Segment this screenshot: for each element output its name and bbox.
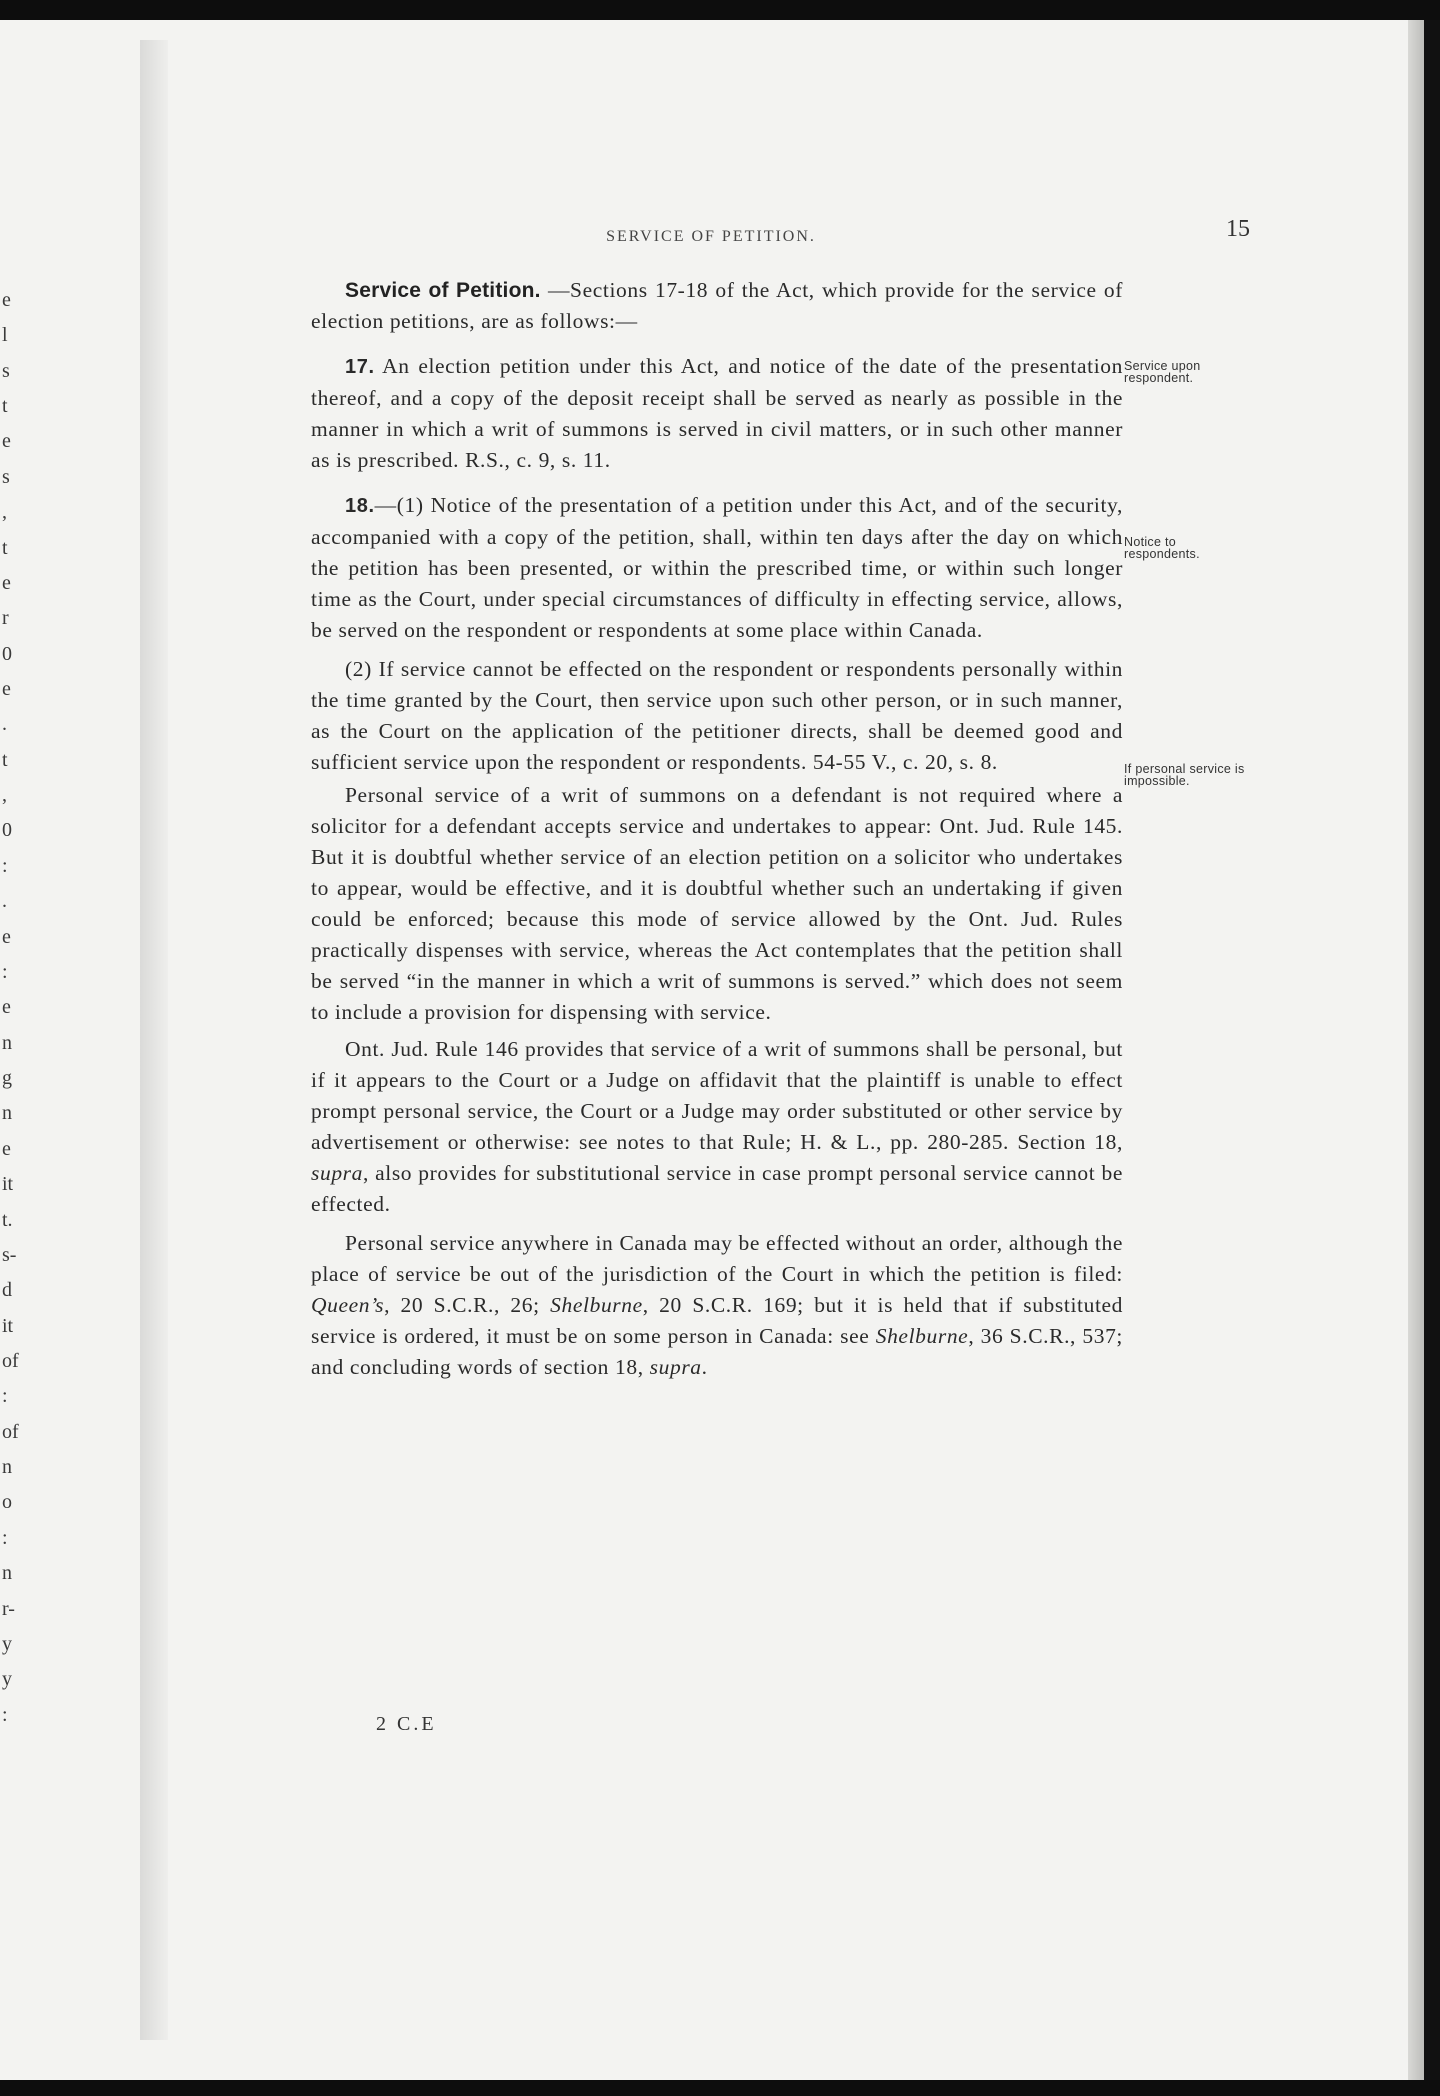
left-page-fragment: : [2,855,8,877]
left-page-fragment: 0 [2,819,12,841]
case-shelburne-2: Shelburne [875,1324,969,1348]
left-page-fragment: : [2,961,8,983]
left-page-fragment: of [2,1350,19,1372]
left-page-fragment: : [2,1527,8,1549]
left-page-fragment: e [2,996,11,1018]
left-page-fragment: e [2,572,11,594]
canada-text-c: , 20 S.C.R. 169; but it is held that if substituted service is ordered, it must be on some person in Canada: see [311,1293,1124,1348]
case-shelburne-1: Shelburne [550,1293,643,1317]
top-scan-border [0,0,1440,20]
canada-text-e: . [701,1355,708,1379]
section-17 [311,351,1123,476]
page-edge [1408,20,1424,2080]
left-page-fragment: e [2,678,11,700]
left-page-fragment: r [2,607,9,629]
section-18-number: 18. [345,495,375,517]
left-page-fragment: . [2,890,7,912]
section-18-1 [311,490,1123,646]
left-page-fragment: e [2,289,11,311]
left-page-fragment: , [2,784,7,806]
left-page-fragment: of [2,1421,19,1443]
heading-intro: —Sections 17-18 of the Act, which provide for the service of election petitions, are as follows:— [311,278,1123,333]
canada-text-b: , 20 S.C.R., 26; [384,1293,551,1317]
section-18-2: (2) If service cannot be effected on the respondent or respondents personally within the time granted by the Court, then service upon such other person, or in such manner, as the Court on the application of the petitioner directs, shall be deemed good and sufficient service upon the respondent or respondents. 54-55 V., c. 20, s. 8. [311,657,1123,774]
left-page-fragment: t [2,395,8,417]
canada-text-a: Personal service anywhere in Canada may be effected without an order, although the place of service be out of the jurisdiction of the Court in which the petition is filed: [311,1231,1123,1286]
case-queens: Queen’s [311,1293,385,1317]
running-head: SERVICE OF PETITION. [606,228,816,245]
section-17-number: 17. [345,356,375,378]
bottom-scan-border [0,2080,1440,2096]
left-page-fragment: y [2,1668,12,1690]
left-page-fragment: s [2,466,10,488]
printer-signature: 2 C.E [376,1713,437,1735]
canada-text-d: , 36 S.C.R., 537; and concluding words of section 18, [311,1324,1123,1379]
left-page-fragment: t [2,749,8,771]
section-heading: Service of Petition. [345,279,541,302]
left-page-fragment: l [2,324,8,346]
gutter-shadow [140,40,168,2040]
left-page-fragment: e [2,926,11,948]
left-page-fragment: d [2,1279,12,1301]
left-page-fragment: , [2,501,7,523]
heading-paragraph [311,275,1123,337]
left-page-fragment: s- [2,1244,17,1266]
canada-supra: supra [649,1355,702,1379]
left-page-fragment: s [2,360,10,382]
left-page-fragment: t [2,537,8,559]
left-page-fragment: t. [2,1209,13,1231]
margin-note-if-personal: If personal service is impossible. [1124,762,1245,788]
body-text [311,275,1123,1383]
left-page-fragment: n [2,1456,12,1478]
left-page-fragment: g [2,1067,12,1089]
left-page-fragment: e [2,1138,11,1160]
left-page-fragment: n [2,1562,12,1584]
section-18-1-text: —(1) Notice of the presentation of a petition under this Act, and of the security, accompanied with a copy of the petition, shall, within ten days after the day on which the petition has been presented, or within the prescribed time, or within such longer time as the Court, under special circumstances of difficulty in effecting service, allows, be served on the respondent or respondents at some place within Canada. [311,493,1123,642]
paragraph-canada [311,1228,1123,1383]
left-page-fragment: it [2,1173,14,1195]
left-page-fragment: e [2,430,11,452]
margin-note-service-upon: Service upon respondent. [1124,359,1201,385]
rule-146-text-b: , also provides for substitutional service in case prompt personal service cannot be effected. [311,1161,1123,1216]
left-page-fragment: n [2,1032,12,1054]
left-page-fragment: r- [2,1598,15,1620]
left-page-fragments [0,290,18,1740]
left-page-fragment: : [2,1385,8,1407]
left-page-fragment: n [2,1102,12,1124]
rule-146-text-a: Ont. Jud. Rule 146 provides that service of a writ of summons shall be personal, but if it appears to the Court or a Judge on affidavit that the plaintiff is unable to effect prompt personal service, the Court or a Judge may order substituted or other service by advertisement or otherwise: see notes to that Rule; H. & L., pp. 280-285. Section 18, [311,1037,1123,1154]
section-17-text: An election petition under this Act, and notice of the date of the presentation thereof, and a copy of the deposit receipt shall be served as nearly as possible in the manner in which a writ of summons is served in civil matters, or in such other manner as is prescribed. R.S., c. 9, s. 11. [311,354,1123,472]
rule-146-supra: supra [311,1161,363,1185]
left-page-fragment: : [2,1704,8,1726]
margin-note-notice-to: Notice to respondents. [1124,535,1200,561]
paragraph-rule-146 [311,1034,1123,1220]
left-page-fragment: o [2,1491,12,1513]
page-number: 15 [1226,216,1250,242]
left-page-fragment: it [2,1315,14,1337]
left-page-fragment: 0 [2,643,12,665]
paragraph-personal-service: Personal service of a writ of summons on a defendant is not required where a solicitor for a defendant accepts service and undertakes to appear: Ont. Jud. Rule 145. But it is doubtful whether service of an election petition on a solicitor who undertakes to appear, would be effective, and it is doubtful whether such an undertaking if given could be enforced; because this mode of service allowed by the Ont. Jud. Rules practically dispenses with service, whereas the Act contemplates that the petition shall be served “in the manner in which a writ of summons is served.” which does not seem to include a provision for dispensing with service. [311,783,1123,1024]
left-page-fragment: . [2,713,7,735]
left-page-fragment: y [2,1633,12,1655]
